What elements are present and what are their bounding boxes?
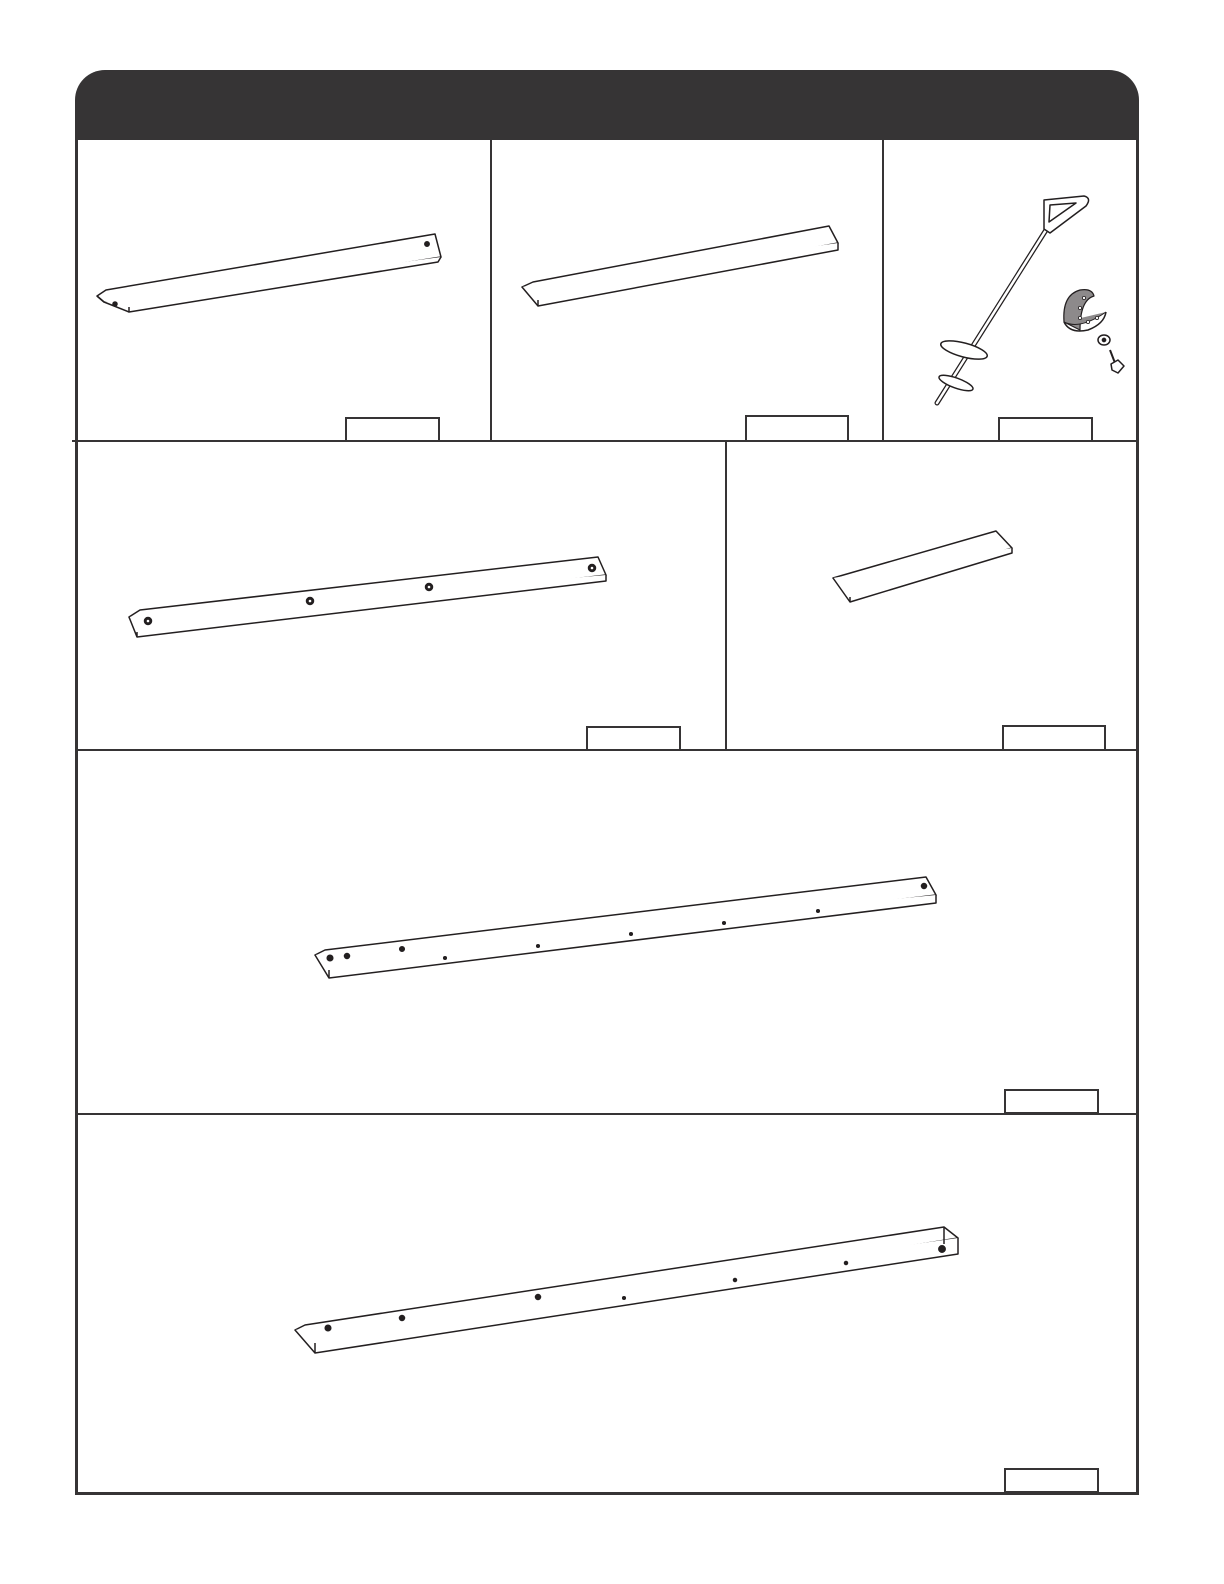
plain-board — [522, 226, 838, 306]
three-hole-beam — [129, 557, 606, 637]
long-beam-a — [315, 877, 936, 978]
long-beam-b — [295, 1227, 958, 1353]
short-board — [833, 531, 1012, 602]
end-beam — [97, 234, 441, 312]
ground-anchor-kit — [937, 196, 1124, 403]
